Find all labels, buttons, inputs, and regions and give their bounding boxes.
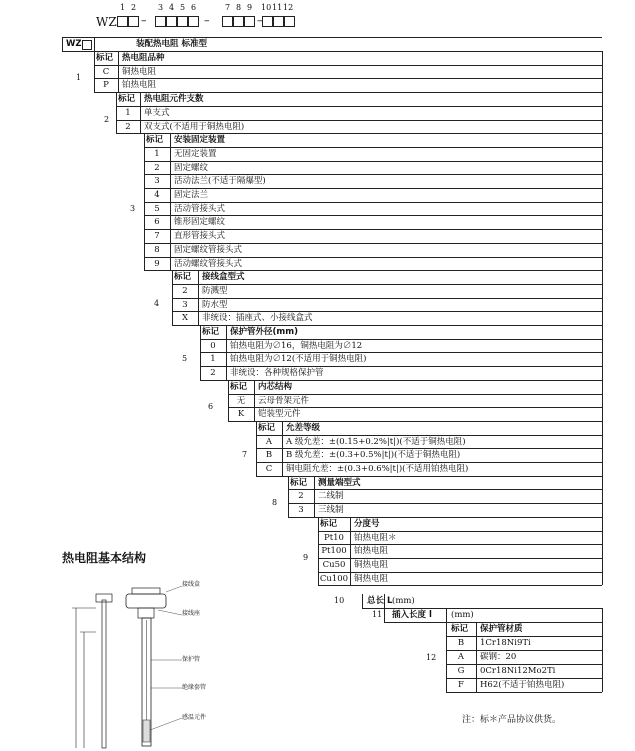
option-desc: 二线制 xyxy=(318,491,344,502)
option-code: 1 xyxy=(125,107,131,118)
option-desc: 铜热电阻 xyxy=(122,66,157,77)
section-number: 7 xyxy=(242,450,248,460)
option-desc: 活动螺纹管接头式 xyxy=(174,258,243,269)
structure-label: 接线盒 xyxy=(182,581,201,588)
section-header: 允差等级 xyxy=(286,422,321,433)
option-desc: 固定法兰 xyxy=(174,190,209,200)
code-box xyxy=(128,16,139,27)
section-header-code: 标记 xyxy=(258,422,276,433)
section-number: 6 xyxy=(208,402,214,412)
model-code-digit: 10 xyxy=(261,3,272,12)
option-desc: 单支式 xyxy=(144,107,170,118)
option-desc: 无固定装置 xyxy=(174,148,217,159)
option-code: Cu100 xyxy=(319,573,349,584)
section-number: 2 xyxy=(104,114,110,124)
option-desc: 铂热电阻 xyxy=(354,546,389,557)
material-code: F xyxy=(458,680,464,690)
option-code: K xyxy=(237,409,245,420)
option-code: C xyxy=(265,464,273,474)
code-box xyxy=(117,16,128,27)
option-desc: 铂热电阻＊ xyxy=(354,532,397,543)
model-code-digit: 8 xyxy=(236,3,242,12)
option-desc: 铂热电阻为∅12(不适用于铜热电阻) xyxy=(230,354,367,365)
material-code: G xyxy=(457,666,465,676)
model-code-digit: 2 xyxy=(131,3,137,12)
option-desc: 活动法兰(不适于隔爆型) xyxy=(174,176,266,187)
code-box xyxy=(222,16,233,27)
code-box xyxy=(188,16,199,27)
option-code: 0 xyxy=(210,340,216,351)
section-header: 保护管外径(mm) xyxy=(230,327,298,337)
option-code: P xyxy=(103,80,109,91)
option-desc: A 级允差：±(0.15+0.2%|t|)(不适于铜热电阻) xyxy=(286,436,466,447)
option-desc: 铠装型元件 xyxy=(258,409,301,420)
option-desc: B 级允差：±(0.3+0.5%|t|)(不适于铜热电阻) xyxy=(286,450,461,461)
option-code: 8 xyxy=(154,244,160,255)
section-header-code: 标记 xyxy=(290,477,308,488)
section-number: 10 xyxy=(334,596,345,605)
footnote: 注：标＊产品协议供货。 xyxy=(462,715,562,725)
model-code-digit: 9 xyxy=(247,3,253,12)
section12-header-code: 标记 xyxy=(451,624,469,634)
structure-label: 感温元件 xyxy=(182,714,207,721)
structure-label: 接线座 xyxy=(182,610,201,617)
material-desc: 1Cr18Ni9Ti xyxy=(480,638,531,648)
option-code: 4 xyxy=(154,190,160,200)
section-header-code: 标记 xyxy=(230,381,248,392)
option-code: 6 xyxy=(154,217,160,228)
section-header: 热电阻品种 xyxy=(122,53,165,63)
code-box xyxy=(244,16,255,27)
option-code: 2 xyxy=(154,162,160,173)
option-desc: 锥形固定螺纹 xyxy=(174,217,226,228)
option-desc: 防溅型 xyxy=(202,285,228,296)
option-desc: 防水型 xyxy=(202,299,228,310)
option-desc: 活动管接头式 xyxy=(174,203,226,214)
code-box xyxy=(262,16,273,27)
section-number: 1 xyxy=(76,73,82,83)
section-header: 测量端型式 xyxy=(318,477,361,488)
option-code: 9 xyxy=(154,258,160,269)
code-box xyxy=(166,16,177,27)
section12-header: 保护管材质 xyxy=(480,624,523,634)
code-box xyxy=(273,16,284,27)
section-number: 5 xyxy=(182,354,188,364)
section-header-code: 标记 xyxy=(320,518,338,529)
code-dash: – xyxy=(204,14,210,27)
rtd-structure-diagram xyxy=(66,580,206,750)
option-code: C xyxy=(102,66,110,77)
section-header-code: 标记 xyxy=(202,327,220,337)
code-box xyxy=(155,16,166,27)
option-desc: 固定螺纹管接头式 xyxy=(174,244,243,255)
option-code: 2 xyxy=(298,491,304,502)
option-code: X xyxy=(181,313,189,324)
section-header-code: 标记 xyxy=(118,94,136,105)
option-desc: 直形管接头式 xyxy=(174,231,226,242)
option-code: 3 xyxy=(298,505,304,516)
section-header: 热电阻元件支数 xyxy=(144,94,204,105)
model-code-digit: 1 xyxy=(120,3,126,12)
option-code: 7 xyxy=(154,231,160,242)
section-header-code: 标记 xyxy=(174,272,192,283)
section-header: 分度号 xyxy=(354,518,380,529)
option-code: 2 xyxy=(125,121,131,132)
structure-label: 保护管 xyxy=(182,656,201,663)
option-code: 无 xyxy=(236,395,246,406)
option-desc: 铜电阻允差：±(0.3+0.6%|t|)(不适用铂热电阻) xyxy=(286,464,469,474)
code-box xyxy=(233,16,244,27)
model-code-digit: 12 xyxy=(283,3,294,12)
option-code: 3 xyxy=(182,299,188,310)
model-code-digit: 6 xyxy=(191,3,197,12)
option-code: 1 xyxy=(210,354,216,365)
structure-title: 热电阻基本结构 xyxy=(62,551,147,565)
option-desc: 双支式(不适用于铜热电阻) xyxy=(144,121,245,132)
option-desc: 铂热电阻为∅16，铜热电阻为∅12 xyxy=(230,340,363,351)
option-code: 3 xyxy=(154,176,160,187)
option-code: 5 xyxy=(154,203,160,214)
option-code: 1 xyxy=(154,148,160,159)
section-header: 内芯结构 xyxy=(258,381,293,392)
option-code: A xyxy=(265,436,273,447)
option-desc: 三线制 xyxy=(318,505,344,516)
option-code: 2 xyxy=(182,285,188,296)
option-desc: 固定螺纹 xyxy=(174,162,209,173)
code-dash: – xyxy=(257,14,263,27)
insert-length-unit: (mm) xyxy=(451,610,474,620)
code-box xyxy=(177,16,188,27)
code-box xyxy=(82,40,92,50)
section-number: 12 xyxy=(426,653,437,662)
model-code-digit: 5 xyxy=(180,3,186,12)
option-desc: 云母骨架元件 xyxy=(258,395,310,406)
option-desc: 铜热电阻 xyxy=(354,559,389,570)
material-code: B xyxy=(457,638,465,648)
model-code-digit: 7 xyxy=(225,3,231,12)
material-desc: 0Cr18Ni12Mo2Ti xyxy=(480,666,556,676)
material-desc: 碳钢：20 xyxy=(480,652,517,662)
section-header-code: 标记 xyxy=(96,53,114,63)
option-desc: 非统设：各种规格保护管 xyxy=(230,368,324,379)
total-length-unit: (mm) xyxy=(392,596,415,606)
section-header-code: 标记 xyxy=(146,135,164,146)
option-code: 2 xyxy=(210,368,216,379)
option-desc: 铜热电阻 xyxy=(354,573,389,584)
model-code-prefix: WZ xyxy=(96,15,117,29)
model-code-digit: 11 xyxy=(272,3,283,12)
option-code: Pt100 xyxy=(321,546,347,557)
section-number: 4 xyxy=(154,299,160,309)
option-desc: 铂热电阻 xyxy=(122,80,157,91)
code-box xyxy=(284,16,295,27)
material-desc: H62(不适于铂热电阻) xyxy=(480,680,565,690)
section-header: 安装固定装置 xyxy=(174,135,226,146)
section-number: 11 xyxy=(372,610,383,619)
structure-label: 绝缘套管 xyxy=(182,684,207,691)
section-number: 3 xyxy=(130,203,136,213)
total-length-label: 总长 L xyxy=(367,596,393,606)
section-number: 9 xyxy=(303,552,309,562)
option-code: Pt10 xyxy=(324,532,344,543)
code-dash: – xyxy=(141,14,147,27)
table-title: 装配热电阻 标准型 xyxy=(136,39,207,49)
insert-length-label: 插入长度 l xyxy=(392,610,432,620)
model-code-digit: 3 xyxy=(158,3,164,12)
option-code: Cu50 xyxy=(322,559,346,570)
section-header: 接线盒型式 xyxy=(202,272,245,283)
material-code: A xyxy=(457,652,465,662)
option-desc: 非统设：插座式、小接线盒式 xyxy=(202,313,313,324)
model-code-digit: 4 xyxy=(169,3,175,12)
option-code: B xyxy=(265,450,273,461)
section-number: 8 xyxy=(272,498,278,508)
title-code-cell: WZ xyxy=(66,39,82,49)
